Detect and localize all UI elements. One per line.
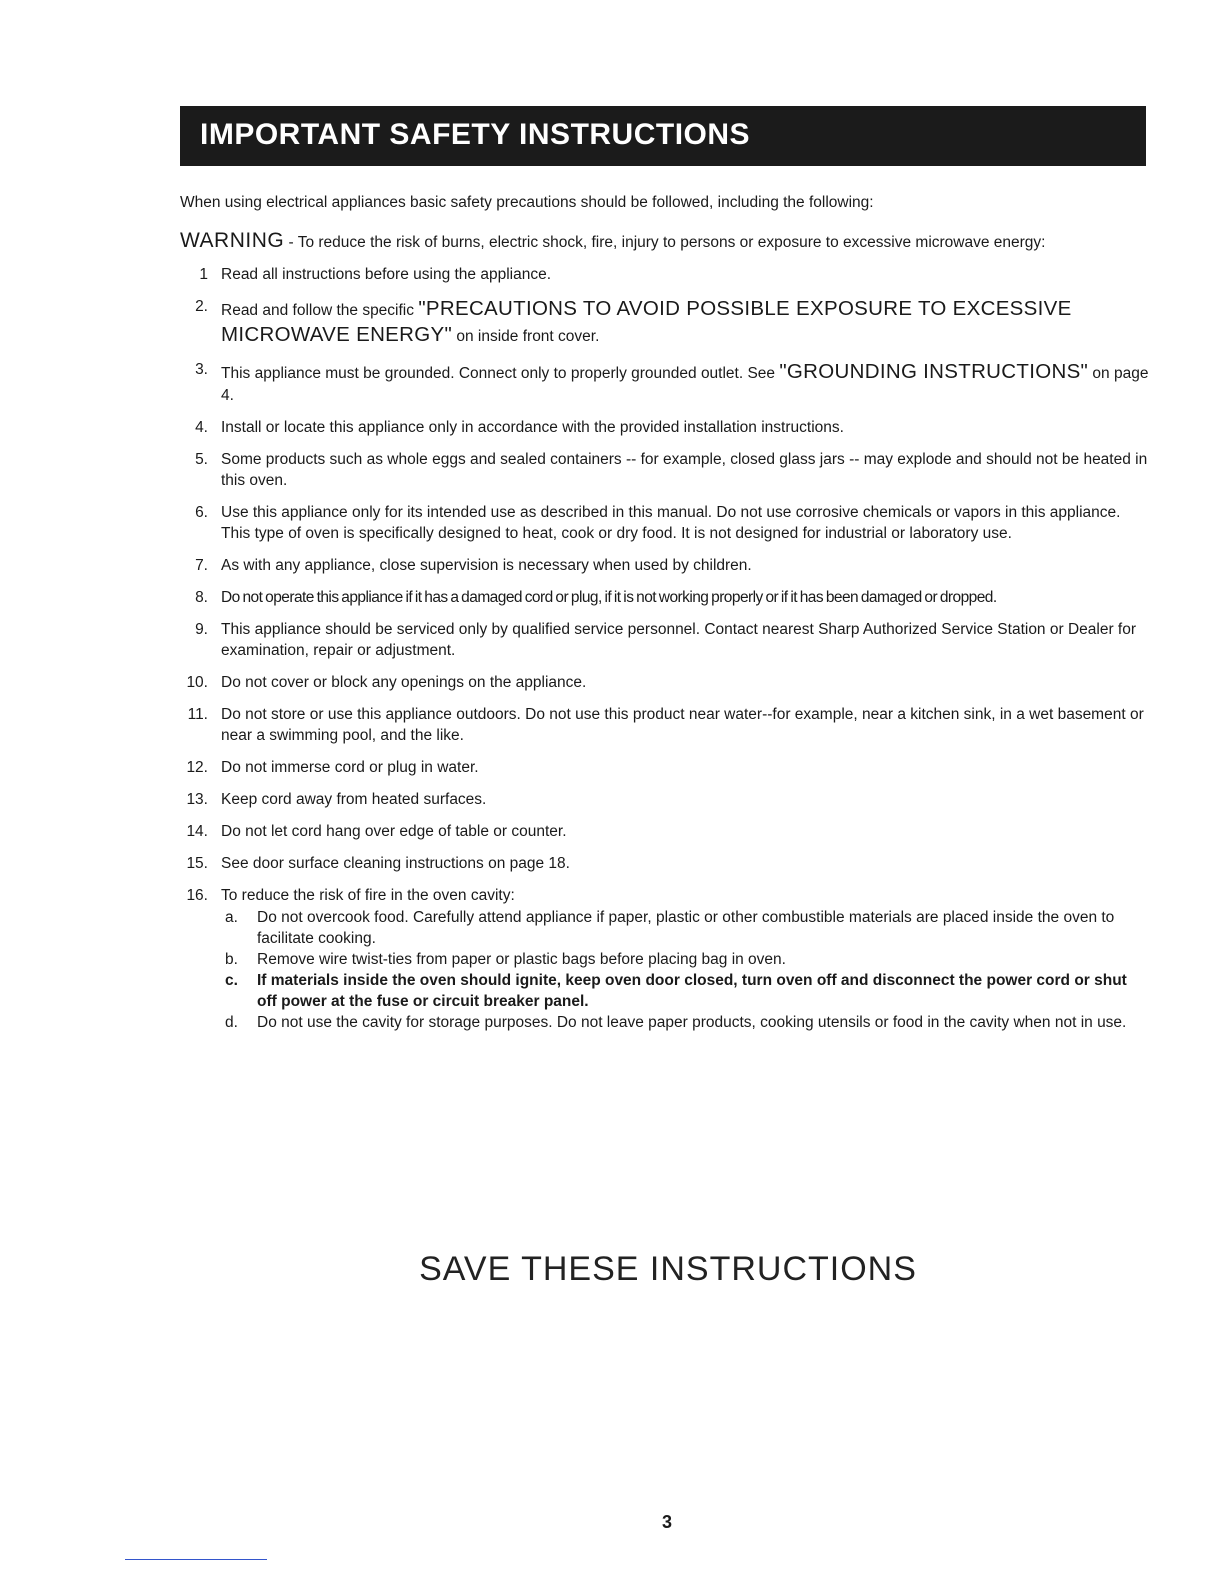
- sub-item-letter: b.: [225, 951, 238, 968]
- item-text: Keep cord away from heated surfaces.: [221, 791, 487, 808]
- item-text: See door surface cleaning instructions on page 18.: [221, 855, 570, 872]
- item-number: 8.: [195, 589, 208, 606]
- item-text: Do not let cord hang over edge of table or counter.: [221, 823, 567, 840]
- item-number: 4.: [195, 419, 208, 436]
- item-number: 10.: [186, 674, 208, 691]
- title-banner: [180, 106, 1146, 166]
- item-emphasis: "PRECAUTIONS TO AVOID POSSIBLE EXPOSURE TO EXCESSIVE MICROWAVE ENERGY": [221, 297, 1072, 346]
- item-text-end: on page 4.: [221, 365, 1149, 404]
- list-item-9: [180, 619, 1150, 661]
- item-text: Do not operate this appliance if it has a damaged cord or plug, if it is not working properly or if it has been damaged or dropped.: [221, 589, 997, 606]
- sub-item-d: [221, 1012, 1150, 1033]
- item-text: Do not immerse cord or plug in water.: [221, 759, 479, 776]
- item-text: As with any appliance, close supervision is necessary when used by children.: [221, 557, 752, 574]
- list-item-16: [180, 885, 1150, 1033]
- item-number: 14.: [186, 823, 208, 840]
- page-title: IMPORTANT SAFETY INSTRUCTIONS: [200, 118, 751, 151]
- page-number: 3: [662, 1512, 673, 1532]
- bottom-divider: [125, 1559, 267, 1560]
- list-item-15: [180, 853, 1150, 874]
- warning-label: WARNING: [180, 229, 285, 252]
- item-number: 11.: [187, 706, 208, 723]
- item-text: Some products such as whole eggs and sealed containers -- for example, closed glass jars -- may explode and should not be heated in this oven.: [221, 451, 1148, 489]
- list-item-5: [180, 449, 1150, 491]
- item-text-end: on inside front cover.: [452, 328, 600, 345]
- list-item-3: [180, 359, 1150, 406]
- item-text: Read and follow the specific: [221, 302, 419, 319]
- list-item-8: [180, 587, 1150, 608]
- item-text: To reduce the risk of fire in the oven cavity:: [221, 887, 515, 904]
- item-number: 13.: [186, 791, 208, 808]
- list-item-13: [180, 789, 1150, 810]
- sub-item-text: If materials inside the oven should ignite, keep oven door closed, turn oven off and disconnect the power cord or shut off power at the fuse or circuit breaker panel.: [257, 972, 1127, 1010]
- list-item-4: [180, 417, 1150, 438]
- list-item-2: [180, 296, 1150, 348]
- sub-item-text: Do not overcook food. Carefully attend appliance if paper, plastic or other combustible materials are placed inside the oven to facilitate cooking.: [257, 909, 1115, 947]
- item-number: 15.: [186, 855, 208, 872]
- sub-item-text: Do not use the cavity for storage purposes. Do not leave paper products, cooking utensils or food in the cavity when not in use.: [257, 1014, 1127, 1031]
- warning-text: - To reduce the risk of burns, electric shock, fire, injury to persons or exposure to excessive microwave energy:: [284, 234, 1046, 251]
- sub-item-text: Remove wire twist-ties from paper or plastic bags before placing bag in oven.: [257, 951, 786, 968]
- sub-item-letter: c.: [225, 972, 238, 989]
- sub-item-a: [221, 907, 1150, 949]
- sub-item-b: [221, 949, 1150, 970]
- item-text: Use this appliance only for its intended use as described in this manual. Do not use corrosive chemicals or vapors in this appliance. This type of oven is specifically designed to heat, cook or dry food. It is not designed for industrial or laboratory use.: [221, 504, 1121, 542]
- warning-statement: [180, 229, 1045, 253]
- item-number: 12.: [186, 759, 208, 776]
- item-number: 16.: [186, 887, 208, 904]
- safety-instructions-list: [180, 264, 1150, 1044]
- item-number: 7.: [195, 557, 208, 574]
- list-item-12: [180, 757, 1150, 778]
- item-number: 1: [199, 266, 208, 283]
- item-number: 6.: [195, 504, 208, 521]
- fire-safety-sublist: [221, 907, 1150, 1033]
- sub-item-letter: d.: [225, 1014, 238, 1031]
- save-instructions-heading: SAVE THESE INSTRUCTIONS: [419, 1250, 917, 1288]
- item-text: Do not cover or block any openings on the appliance.: [221, 674, 587, 691]
- item-number: 3.: [195, 361, 208, 378]
- list-item-1: [180, 264, 1150, 285]
- sub-item-letter: a.: [225, 909, 238, 926]
- item-number: 9.: [195, 621, 208, 638]
- list-item-14: [180, 821, 1150, 842]
- item-number: 5.: [195, 451, 208, 468]
- list-item-7: [180, 555, 1150, 576]
- intro-text: When using electrical appliances basic safety precautions should be followed, including the following:: [180, 194, 874, 211]
- item-text: This appliance must be grounded. Connect only to properly grounded outlet. See: [221, 365, 780, 382]
- item-text: Do not store or use this appliance outdoors. Do not use this product near water--for example, near a kitchen sink, in a wet basement or near a swimming pool, and the like.: [221, 706, 1144, 744]
- item-text: This appliance should be serviced only by qualified service personnel. Contact nearest Sharp Authorized Service Station or Dealer for examination, repair or adjustment.: [221, 621, 1137, 659]
- item-number: 2.: [195, 298, 208, 315]
- list-item-6: [180, 502, 1150, 544]
- item-text: Install or locate this appliance only in accordance with the provided installation instructions.: [221, 419, 844, 436]
- list-item-11: [180, 704, 1150, 746]
- item-emphasis: "GROUNDING INSTRUCTIONS": [779, 360, 1089, 383]
- item-text: Read all instructions before using the appliance.: [221, 266, 552, 283]
- list-item-10: [180, 672, 1150, 693]
- sub-item-c: [221, 970, 1150, 1012]
